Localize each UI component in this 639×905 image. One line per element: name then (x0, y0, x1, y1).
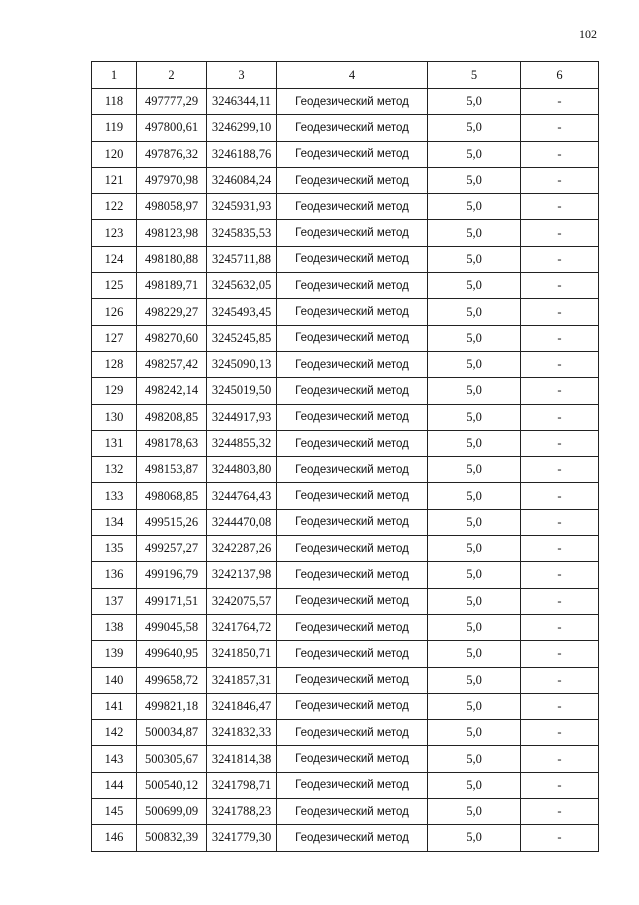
table-row (92, 536, 599, 562)
y-coordinate-cell: 3245711,88 (207, 246, 277, 272)
point-number-cell: 131 (92, 430, 137, 456)
point-number-cell: 132 (92, 457, 137, 483)
header-row (92, 62, 599, 89)
method-cell: Геодезический метод (277, 536, 428, 562)
accuracy-cell: 5,0 (428, 746, 521, 772)
x-coordinate-cell: 499640,95 (137, 641, 207, 667)
remark-cell: - (521, 509, 599, 535)
column-header: 2 (137, 62, 207, 89)
remark-cell: - (521, 115, 599, 141)
remark-cell: - (521, 220, 599, 246)
remark-cell: - (521, 746, 599, 772)
method-cell: Геодезический метод (277, 457, 428, 483)
table-row (92, 404, 599, 430)
y-coordinate-cell: 3246188,76 (207, 141, 277, 167)
x-coordinate-cell: 499821,18 (137, 693, 207, 719)
y-coordinate-cell: 3242287,26 (207, 536, 277, 562)
accuracy-cell: 5,0 (428, 536, 521, 562)
remark-cell: - (521, 246, 599, 272)
y-coordinate-cell: 3241798,71 (207, 772, 277, 798)
point-number-cell: 142 (92, 720, 137, 746)
x-coordinate-cell: 498180,88 (137, 246, 207, 272)
remark-cell: - (521, 430, 599, 456)
remark-cell: - (521, 588, 599, 614)
y-coordinate-cell: 3244917,93 (207, 404, 277, 430)
column-header: 6 (521, 62, 599, 89)
point-number-cell: 139 (92, 641, 137, 667)
method-cell: Геодезический метод (277, 404, 428, 430)
table-header (92, 62, 599, 89)
x-coordinate-cell: 497800,61 (137, 115, 207, 141)
method-cell: Геодезический метод (277, 509, 428, 535)
accuracy-cell: 5,0 (428, 588, 521, 614)
y-coordinate-cell: 3245493,45 (207, 299, 277, 325)
method-cell: Геодезический метод (277, 378, 428, 404)
point-number-cell: 128 (92, 351, 137, 377)
table-row (92, 141, 599, 167)
table-row (92, 378, 599, 404)
remark-cell: - (521, 614, 599, 640)
point-number-cell: 122 (92, 194, 137, 220)
x-coordinate-cell: 500699,09 (137, 799, 207, 825)
y-coordinate-cell: 3241832,33 (207, 720, 277, 746)
table-row (92, 772, 599, 798)
y-coordinate-cell: 3241779,30 (207, 825, 277, 851)
x-coordinate-cell: 498153,87 (137, 457, 207, 483)
point-number-cell: 138 (92, 614, 137, 640)
y-coordinate-cell: 3246084,24 (207, 167, 277, 193)
x-coordinate-cell: 497777,29 (137, 89, 207, 115)
remark-cell: - (521, 799, 599, 825)
point-number-cell: 134 (92, 509, 137, 535)
accuracy-cell: 5,0 (428, 220, 521, 246)
y-coordinate-cell: 3241788,23 (207, 799, 277, 825)
table-row (92, 351, 599, 377)
method-cell: Геодезический метод (277, 194, 428, 220)
remark-cell: - (521, 562, 599, 588)
x-coordinate-cell: 498242,14 (137, 378, 207, 404)
point-number-cell: 123 (92, 220, 137, 246)
table-row (92, 720, 599, 746)
x-coordinate-cell: 500034,87 (137, 720, 207, 746)
table-row (92, 693, 599, 719)
table-row (92, 799, 599, 825)
point-number-cell: 146 (92, 825, 137, 851)
method-cell: Геодезический метод (277, 720, 428, 746)
table-row (92, 746, 599, 772)
method-cell: Геодезический метод (277, 483, 428, 509)
accuracy-cell: 5,0 (428, 404, 521, 430)
method-cell: Геодезический метод (277, 115, 428, 141)
method-cell: Геодезический метод (277, 772, 428, 798)
point-number-cell: 133 (92, 483, 137, 509)
y-coordinate-cell: 3245090,13 (207, 351, 277, 377)
accuracy-cell: 5,0 (428, 799, 521, 825)
x-coordinate-cell: 498123,98 (137, 220, 207, 246)
remark-cell: - (521, 483, 599, 509)
remark-cell: - (521, 404, 599, 430)
point-number-cell: 137 (92, 588, 137, 614)
y-coordinate-cell: 3245019,50 (207, 378, 277, 404)
column-header: 4 (277, 62, 428, 89)
x-coordinate-cell: 498178,63 (137, 430, 207, 456)
accuracy-cell: 5,0 (428, 772, 521, 798)
table-row (92, 299, 599, 325)
table-row (92, 614, 599, 640)
remark-cell: - (521, 273, 599, 299)
x-coordinate-cell: 499171,51 (137, 588, 207, 614)
table-row (92, 430, 599, 456)
method-cell: Геодезический метод (277, 167, 428, 193)
point-number-cell: 130 (92, 404, 137, 430)
method-cell: Геодезический метод (277, 89, 428, 115)
table-row (92, 641, 599, 667)
page-number: 102 (579, 27, 597, 41)
accuracy-cell: 5,0 (428, 325, 521, 351)
remark-cell: - (521, 299, 599, 325)
table-row (92, 825, 599, 851)
accuracy-cell: 5,0 (428, 693, 521, 719)
method-cell: Геодезический метод (277, 799, 428, 825)
method-cell: Геодезический метод (277, 588, 428, 614)
y-coordinate-cell: 3244855,32 (207, 430, 277, 456)
accuracy-cell: 5,0 (428, 509, 521, 535)
x-coordinate-cell: 499196,79 (137, 562, 207, 588)
table-body (92, 89, 599, 852)
method-cell: Геодезический метод (277, 220, 428, 246)
y-coordinate-cell: 3241850,71 (207, 641, 277, 667)
x-coordinate-cell: 498068,85 (137, 483, 207, 509)
accuracy-cell: 5,0 (428, 273, 521, 299)
x-coordinate-cell: 498229,27 (137, 299, 207, 325)
method-cell: Геодезический метод (277, 325, 428, 351)
remark-cell: - (521, 457, 599, 483)
accuracy-cell: 5,0 (428, 562, 521, 588)
table-row (92, 457, 599, 483)
point-number-cell: 135 (92, 536, 137, 562)
y-coordinate-cell: 3246299,10 (207, 115, 277, 141)
point-number-cell: 144 (92, 772, 137, 798)
table-row (92, 483, 599, 509)
table-row (92, 89, 599, 115)
accuracy-cell: 5,0 (428, 614, 521, 640)
x-coordinate-cell: 500540,12 (137, 772, 207, 798)
table-row (92, 325, 599, 351)
x-coordinate-cell: 497970,98 (137, 167, 207, 193)
x-coordinate-cell: 499658,72 (137, 667, 207, 693)
y-coordinate-cell: 3245245,85 (207, 325, 277, 351)
column-header: 1 (92, 62, 137, 89)
coordinates-table (91, 61, 599, 852)
remark-cell: - (521, 772, 599, 798)
method-cell: Геодезический метод (277, 825, 428, 851)
y-coordinate-cell: 3241764,72 (207, 614, 277, 640)
y-coordinate-cell: 3241846,47 (207, 693, 277, 719)
table-row (92, 667, 599, 693)
remark-cell: - (521, 141, 599, 167)
remark-cell: - (521, 641, 599, 667)
remark-cell: - (521, 194, 599, 220)
y-coordinate-cell: 3241857,31 (207, 667, 277, 693)
y-coordinate-cell: 3246344,11 (207, 89, 277, 115)
method-cell: Геодезический метод (277, 299, 428, 325)
x-coordinate-cell: 498189,71 (137, 273, 207, 299)
accuracy-cell: 5,0 (428, 194, 521, 220)
y-coordinate-cell: 3245835,53 (207, 220, 277, 246)
point-number-cell: 145 (92, 799, 137, 825)
method-cell: Геодезический метод (277, 693, 428, 719)
point-number-cell: 141 (92, 693, 137, 719)
table-row (92, 273, 599, 299)
accuracy-cell: 5,0 (428, 720, 521, 746)
method-cell: Геодезический метод (277, 746, 428, 772)
accuracy-cell: 5,0 (428, 299, 521, 325)
point-number-cell: 136 (92, 562, 137, 588)
accuracy-cell: 5,0 (428, 457, 521, 483)
method-cell: Геодезический метод (277, 246, 428, 272)
x-coordinate-cell: 498208,85 (137, 404, 207, 430)
y-coordinate-cell: 3242075,57 (207, 588, 277, 614)
point-number-cell: 124 (92, 246, 137, 272)
accuracy-cell: 5,0 (428, 141, 521, 167)
table-row (92, 167, 599, 193)
x-coordinate-cell: 500305,67 (137, 746, 207, 772)
point-number-cell: 120 (92, 141, 137, 167)
x-coordinate-cell: 498270,60 (137, 325, 207, 351)
accuracy-cell: 5,0 (428, 246, 521, 272)
x-coordinate-cell: 499515,26 (137, 509, 207, 535)
point-number-cell: 126 (92, 299, 137, 325)
accuracy-cell: 5,0 (428, 351, 521, 377)
remark-cell: - (521, 325, 599, 351)
method-cell: Геодезический метод (277, 641, 428, 667)
point-number-cell: 129 (92, 378, 137, 404)
table-row (92, 115, 599, 141)
accuracy-cell: 5,0 (428, 167, 521, 193)
table-row (92, 509, 599, 535)
remark-cell: - (521, 378, 599, 404)
x-coordinate-cell: 499257,27 (137, 536, 207, 562)
accuracy-cell: 5,0 (428, 89, 521, 115)
method-cell: Геодезический метод (277, 562, 428, 588)
remark-cell: - (521, 167, 599, 193)
x-coordinate-cell: 498058,97 (137, 194, 207, 220)
y-coordinate-cell: 3244470,08 (207, 509, 277, 535)
y-coordinate-cell: 3241814,38 (207, 746, 277, 772)
table-row (92, 246, 599, 272)
point-number-cell: 118 (92, 89, 137, 115)
method-cell: Геодезический метод (277, 430, 428, 456)
accuracy-cell: 5,0 (428, 430, 521, 456)
remark-cell: - (521, 720, 599, 746)
method-cell: Геодезический метод (277, 141, 428, 167)
x-coordinate-cell: 498257,42 (137, 351, 207, 377)
accuracy-cell: 5,0 (428, 667, 521, 693)
accuracy-cell: 5,0 (428, 483, 521, 509)
remark-cell: - (521, 825, 599, 851)
method-cell: Геодезический метод (277, 614, 428, 640)
column-header: 5 (428, 62, 521, 89)
accuracy-cell: 5,0 (428, 641, 521, 667)
x-coordinate-cell: 499045,58 (137, 614, 207, 640)
method-cell: Геодезический метод (277, 667, 428, 693)
method-cell: Геодезический метод (277, 351, 428, 377)
y-coordinate-cell: 3244803,80 (207, 457, 277, 483)
accuracy-cell: 5,0 (428, 115, 521, 141)
table-row (92, 562, 599, 588)
y-coordinate-cell: 3245632,05 (207, 273, 277, 299)
remark-cell: - (521, 351, 599, 377)
point-number-cell: 127 (92, 325, 137, 351)
remark-cell: - (521, 536, 599, 562)
remark-cell: - (521, 89, 599, 115)
accuracy-cell: 5,0 (428, 378, 521, 404)
remark-cell: - (521, 667, 599, 693)
table-row (92, 220, 599, 246)
method-cell: Геодезический метод (277, 273, 428, 299)
accuracy-cell: 5,0 (428, 825, 521, 851)
y-coordinate-cell: 3244764,43 (207, 483, 277, 509)
remark-cell: - (521, 693, 599, 719)
point-number-cell: 140 (92, 667, 137, 693)
table-row (92, 194, 599, 220)
point-number-cell: 125 (92, 273, 137, 299)
column-header: 3 (207, 62, 277, 89)
table-row (92, 588, 599, 614)
x-coordinate-cell: 497876,32 (137, 141, 207, 167)
y-coordinate-cell: 3242137,98 (207, 562, 277, 588)
point-number-cell: 121 (92, 167, 137, 193)
y-coordinate-cell: 3245931,93 (207, 194, 277, 220)
point-number-cell: 119 (92, 115, 137, 141)
x-coordinate-cell: 500832,39 (137, 825, 207, 851)
point-number-cell: 143 (92, 746, 137, 772)
